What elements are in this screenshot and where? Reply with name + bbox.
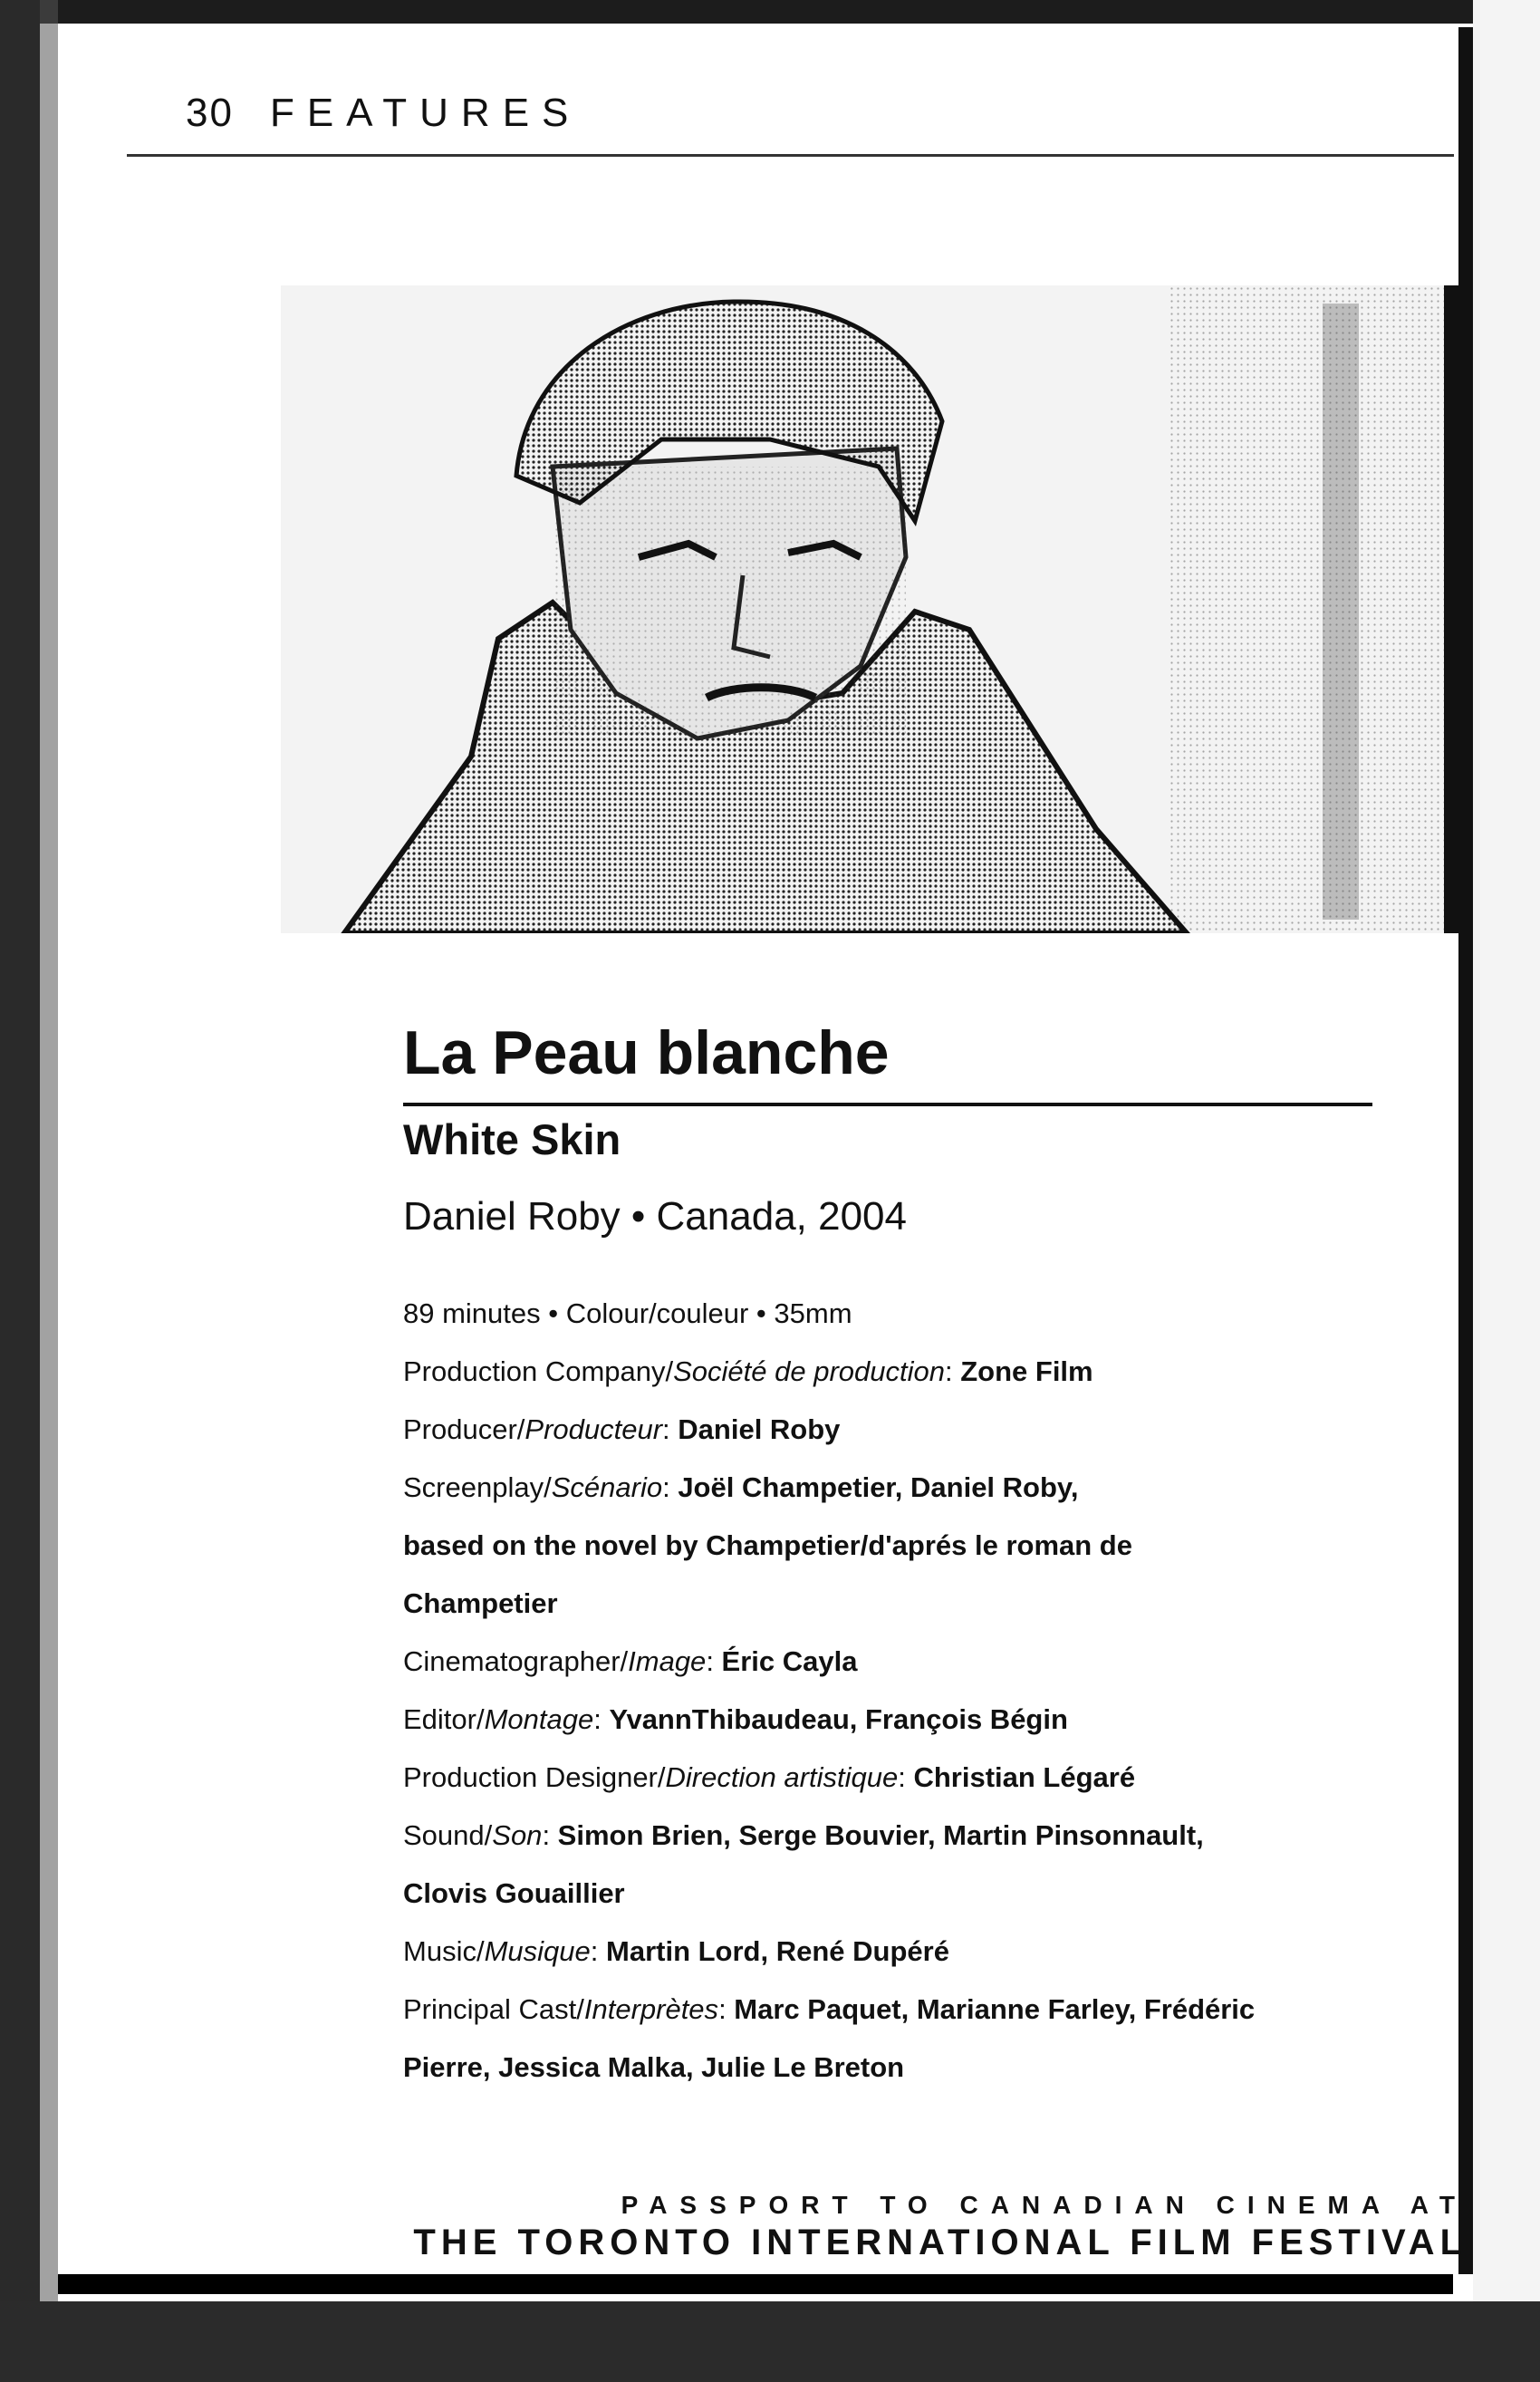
credit-label: Cinematographer/ xyxy=(403,1645,629,1677)
credit-production-company: Production Company/Société de production: Zone Film xyxy=(403,1355,1093,1387)
credit-label: Production Designer/ xyxy=(403,1761,666,1793)
credit-label-fr: Direction artistique xyxy=(665,1761,899,1793)
credit-screenplay-cont1: based on the novel by Champetier/d'aprés le roman de xyxy=(403,1529,1132,1561)
credit-label: Producer/ xyxy=(403,1413,525,1445)
section-title: FEATURES xyxy=(269,91,582,135)
credit-sound-cont: Clovis Gouaillier xyxy=(403,1877,625,1909)
credit-label-fr: Société de production xyxy=(673,1355,945,1387)
credit-label-fr: Son xyxy=(492,1819,543,1851)
footer-line-2: THE TORONTO INTERNATIONAL FILM FESTIVAL xyxy=(413,2223,1468,2262)
credit-value: Daniel Roby xyxy=(678,1413,841,1445)
credit-producer: Producer/Producteur: Daniel Roby xyxy=(403,1413,841,1445)
credit-label-fr: Producteur xyxy=(525,1413,663,1445)
credit-label-fr: Montage xyxy=(484,1703,594,1735)
credit-label-fr: Image xyxy=(628,1645,707,1677)
credit-production-designer: Production Designer/Direction artistique: Christian Légaré xyxy=(403,1761,1136,1793)
film-still-photo xyxy=(281,285,1458,933)
credit-music: Music/Musique: Martin Lord, René Dupéré xyxy=(403,1935,949,1967)
credit-value: Zone Film xyxy=(960,1355,1093,1387)
header-rule xyxy=(127,154,1454,157)
scan-edge-right xyxy=(1473,0,1540,2382)
page-right-rule xyxy=(1458,27,1473,2274)
scan-edge-top xyxy=(0,0,1540,24)
credit-label: Editor/ xyxy=(403,1703,485,1735)
credit-value: Simon Brien, Serge Bouvier, Martin Pinsonnault, xyxy=(557,1819,1204,1851)
page-header xyxy=(186,91,581,136)
credit-label: Sound/ xyxy=(403,1819,493,1851)
credit-label: Music/ xyxy=(403,1935,485,1967)
credit-value: Martin Lord, René Dupéré xyxy=(606,1935,949,1967)
scan-edge-left xyxy=(0,0,40,2382)
credits-list xyxy=(403,1285,1400,2097)
credit-value: Éric Cayla xyxy=(721,1645,858,1677)
film-title: La Peau blanche xyxy=(403,1018,890,1087)
film-byline: Daniel Roby • Canada, 2004 xyxy=(403,1194,907,1239)
credit-label: Principal Cast/ xyxy=(403,1993,584,2025)
scan-edge-bottom-strip xyxy=(58,2274,1453,2294)
scan-edge-bottom xyxy=(0,2301,1540,2382)
credit-sound: Sound/Son: Simon Brien, Serge Bouvier, Martin Pinsonnault, xyxy=(403,1819,1204,1851)
credit-label-fr: Interprètes xyxy=(583,1993,719,2025)
credit-label: Production Company/ xyxy=(403,1355,674,1387)
credit-label-fr: Musique xyxy=(484,1935,591,1967)
footer-line-1: PASSPORT TO CANADIAN CINEMA AT xyxy=(621,2191,1468,2219)
credit-screenplay: Screenplay/Scénario: Joël Champetier, Daniel Roby, xyxy=(403,1471,1079,1503)
credit-value: YvannThibaudeau, François Bégin xyxy=(609,1703,1068,1735)
page-number: 30 xyxy=(186,91,234,135)
credit-value: Joël Champetier, Daniel Roby, xyxy=(678,1471,1079,1503)
film-english-title: White Skin xyxy=(403,1115,621,1163)
credit-label: Screenplay/ xyxy=(403,1471,552,1503)
credit-label-fr: Scénario xyxy=(551,1471,663,1503)
credit-cast-cont: Pierre, Jessica Malka, Julie Le Breton xyxy=(403,2051,905,2083)
credit-editor: Editor/Montage: YvannThibaudeau, François Bégin xyxy=(403,1703,1068,1735)
credits-specs: 89 minutes • Colour/couleur • 35mm xyxy=(403,1297,852,1329)
credit-cast: Principal Cast/Interprètes: Marc Paquet, Marianne Farley, Frédéric xyxy=(403,1993,1256,2025)
title-rule xyxy=(403,1103,1372,1106)
scan-edge-left-shadow xyxy=(40,0,58,2382)
credit-value: Marc Paquet, Marianne Farley, Frédéric xyxy=(734,1993,1256,2025)
credit-value: Christian Légaré xyxy=(913,1761,1136,1793)
credit-screenplay-cont2: Champetier xyxy=(403,1587,558,1619)
credit-cinematographer: Cinematographer/Image: Éric Cayla xyxy=(403,1645,858,1677)
